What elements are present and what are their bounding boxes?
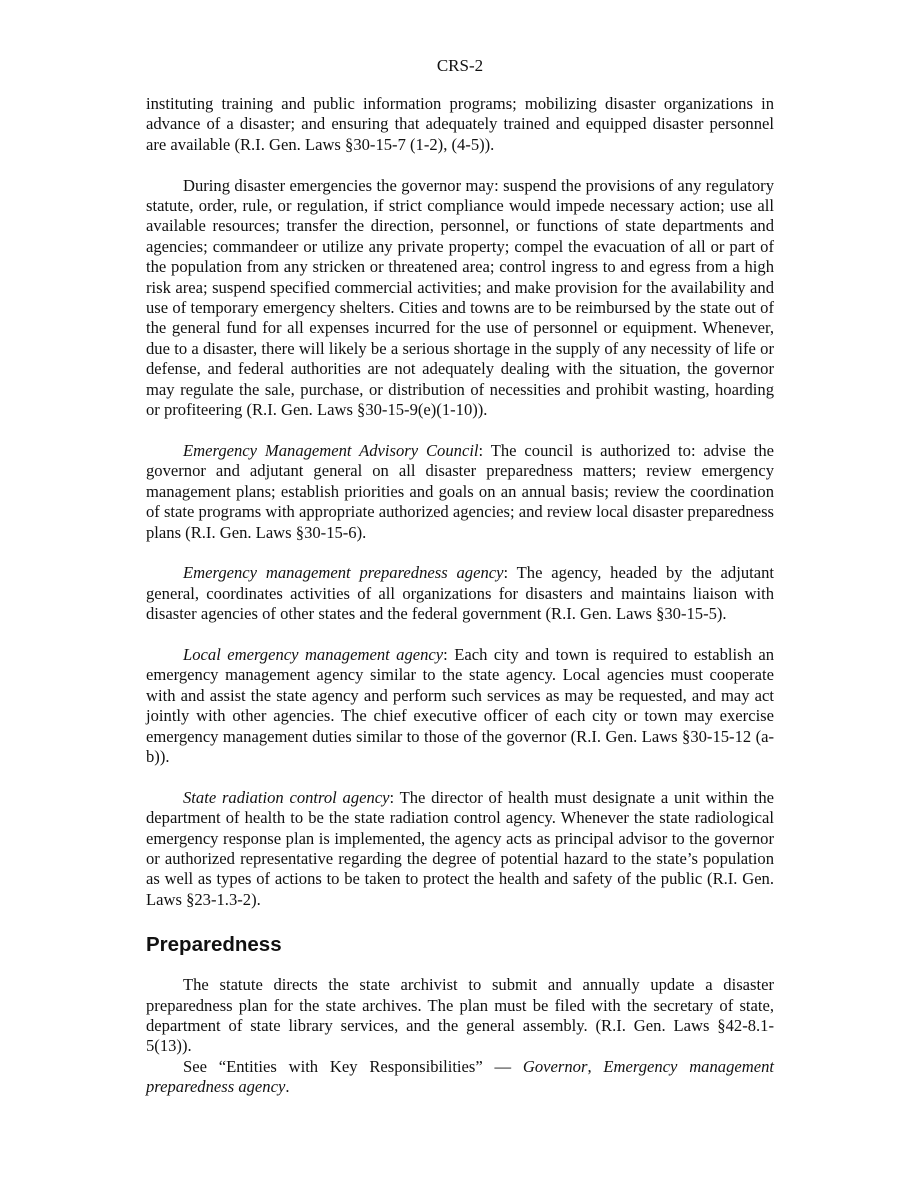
- advisory-council-text: : The council is authorized to: advise the governor and adjutant general on all disaster preparedness matters; review emergency management plans; establish priorities and goals on an annual basis; review the coordination of state programs with appropriate authorized agencies; and review local disaster preparedness plans (R.I. Gen. Laws §30-15-6).: [146, 440, 775, 542]
- section-heading-preparedness: Preparedness: [146, 933, 282, 957]
- paragraph-local-agency: [146, 645, 774, 767]
- paragraph-radiation-agency: [146, 788, 774, 910]
- term-governor: Governor: [522, 1056, 588, 1076]
- radiation-agency-text: : The director of health must designate a unit within the department of health to be the state radiation control agency. Whenever the state radiological emergency response plan is implemented, the agency acts as principal advisor to the governor or authorized representative regarding the degree of potential hazard to the state’s population as well as types of actions to be taken to protect the health and safety of the public (R.I. Gen. Laws §23-1.3-2).: [146, 787, 775, 909]
- paragraph-governor-powers: During disaster emergencies the governor may: suspend the provisions of any regulatory statute, order, rule, or regulation, if strict compliance would impede necessary action; use all available resources; transfer the direction, personnel, or functions of state departments and agencies; commandeer or utilize any private property; compel the evacuation of all or part of the population from any stricken or threatened area; control ingress to and egress from a high risk area; suspend specified commercial activities; and make provision for the availability and use of temporary emergency shelters. Cities and towns are to be reimbursed by the state out of the general fund for all expenses incurred for the use of personnel or equipment. Whenever, due to a disaster, there will likely be a serious shortage in the supply of any necessity of life or defense, and federal authorities are not adequately dealing with the situation, the governor may regulate the sale, purchase, or distribution of necessities and prohibit wasting, hoarding or profiteering (R.I. Gen. Laws §30-15-9(e)(1-10)).: [146, 175, 774, 420]
- paragraph-state-archivist: The statute directs the state archivist to submit and annually update a disaster preparedness plan for the state archives. The plan must be filed with the secretary of state, department of state library services, and the general assembly. (R.I. Gen. Laws §42-8.1-5(13)).: [146, 975, 774, 1056]
- term-radiation-agency: State radiation control agency: [183, 787, 390, 807]
- paragraph-advisory-council: [146, 441, 774, 543]
- local-agency-text: : Each city and town is required to establish an emergency management agency similar to the state agency. Local agencies must cooperate with and assist the state agency and perform such services as may be requested, and may act jointly with other agencies. The chief executive officer of each city or town may exercise emergency management duties similar to those of the governor (R.I. Gen. Laws §30-15-12 (a-b)).: [146, 644, 774, 766]
- term-emergency-agency: Emergency management preparedness agency: [146, 1056, 774, 1097]
- preparedness-agency-text: : The agency, headed by the adjutant general, coordinates activities of all organizations for disasters and maintains liaison with disaster agencies of other states and the federal government (R.I. Gen. Laws §30-15-5).: [146, 563, 775, 624]
- term-local-agency: Local emergency management agency: [183, 644, 444, 664]
- see-also-prefix: See “Entities with Key Responsibilities” —: [183, 1056, 523, 1076]
- term-preparedness-agency: Emergency management preparedness agency: [183, 563, 504, 583]
- paragraph-preparedness-agency: [146, 563, 774, 624]
- see-also-separator: ,: [587, 1056, 604, 1076]
- see-also-end: .: [285, 1077, 290, 1097]
- paragraph-see-also: [146, 1057, 774, 1098]
- document-body: [146, 94, 774, 1098]
- paragraph-training-programs: instituting training and public information programs; mobilizing disaster organizations in advance of a disaster; and ensuring that adequately trained and equipped disaster personnel are available (R.I. Gen. Laws §30-15-7 (1-2), (4-5)).: [146, 94, 774, 154]
- term-advisory-council: Emergency Management Advisory Council: [183, 440, 479, 460]
- page-header: CRS-2: [436, 56, 484, 75]
